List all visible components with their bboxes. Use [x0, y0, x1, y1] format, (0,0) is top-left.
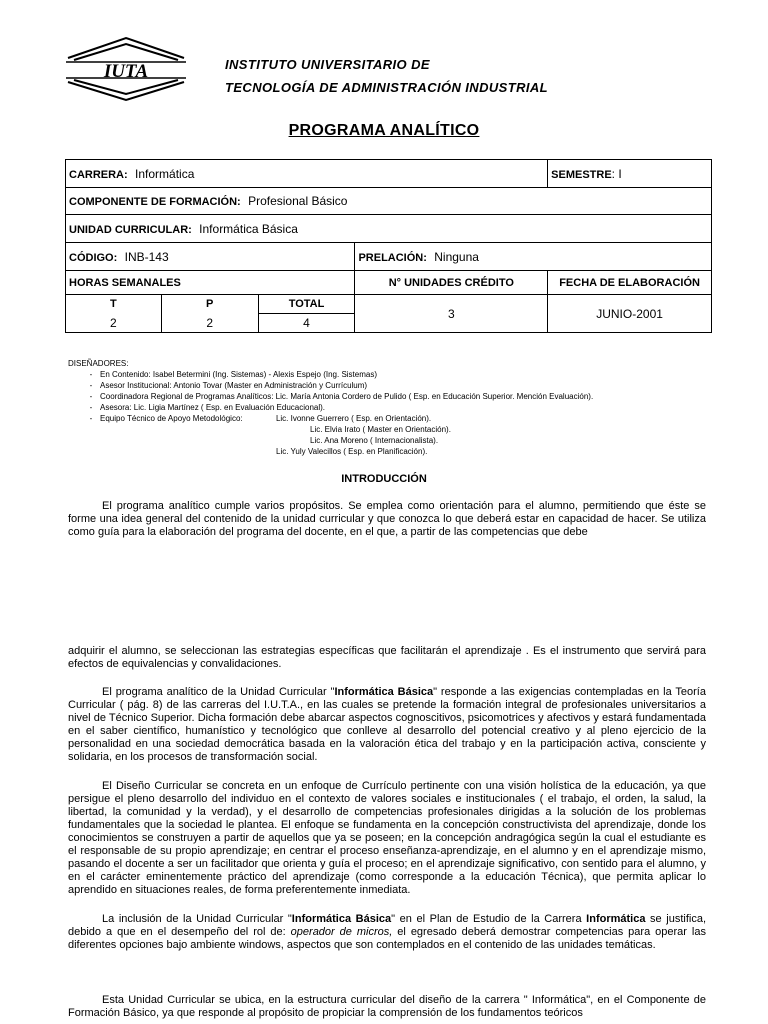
semestre-value: : I	[611, 166, 622, 181]
intro-heading: INTRODUCCIÓN	[341, 473, 427, 485]
semestre-cell	[548, 160, 712, 188]
row-unidad	[66, 215, 712, 243]
prelacion-value: Ninguna	[434, 249, 479, 264]
prelacion-label: PRELACIÓN:	[358, 251, 427, 264]
designer-extra: Lic. Ana Moreno ( Internacionalista).	[310, 436, 439, 445]
paragraph-text: " en el Plan de Estudio de la Carrera	[391, 913, 587, 925]
paragraph-text: adquirir el alumno, se seleccionan las estrategias específicas que facilitarán el aprendizaje . Es el instrumento que servirá para efectos de equivalencias y convalidaciones.	[68, 645, 706, 670]
componente-label: COMPONENTE DE FORMACIÓN:	[69, 196, 241, 208]
paragraph-2	[68, 645, 706, 671]
prelacion-cell	[355, 243, 712, 271]
paragraph-6	[68, 994, 706, 1020]
codigo-label: CÓDIGO:	[69, 251, 118, 264]
paragraph-bold: Informática Básica	[291, 913, 392, 925]
info-table	[65, 159, 712, 333]
designer-item: - En Contenido: Isabel Betermini (Ing. Sistemas) - Alexis Espejo (Ing. Sistemas)	[89, 370, 378, 379]
paragraph-text: el egresado deberá demostrar competencias para operar las diferentes opciones bajo ambiente windows, aspectos que son contemplados en el contenido de las unidades temáticas.	[68, 926, 706, 951]
total-value: 4	[258, 314, 355, 333]
designer-item-text: Asesor Institucional: Antonio Tovar (Master en Administración y Currículum)	[100, 381, 368, 390]
designer-item: - Coordinadora Regional de Programas Analíticos: Lic. María Antonia Cordero de Pulido ( Esp. en Educación Superior. Mención Evaluación).	[89, 392, 594, 401]
creditos-label: N° UNIDADES CRÉDITO	[355, 271, 548, 295]
paragraph-1	[68, 500, 706, 539]
paragraph-bold: Informática	[586, 913, 646, 925]
paragraph-text: El programa analítico de la Unidad Curricular "	[102, 686, 335, 698]
paragraph-4	[68, 780, 706, 897]
designer-item-text: En Contenido: Isabel Betermini (Ing. Sistemas) - Alexis Espejo (Ing. Sistemas)	[100, 370, 378, 379]
designers-title: DISEÑADORES:	[68, 359, 129, 368]
componente-value: Profesional Básico	[248, 194, 348, 208]
designers-block	[68, 358, 748, 457]
paragraph-text: El programa analítico cumple varios propósitos. Se emplea como orientación para el alumno, permitiendo que éste se forme una idea general del contenido de la unidad curricular y que conozca lo que deberá estar en capacidad de hacer. Se utiliza como guía para la elaboración del programa del docente, en el que, a partir de las competencias que debe	[68, 500, 706, 538]
carrera-cell	[66, 160, 548, 188]
paragraph-3	[68, 686, 706, 764]
row-tp-labels	[66, 295, 712, 314]
t-label: T	[66, 295, 162, 314]
logo-text: IUTA	[103, 61, 149, 82]
designer-item: - Equipo Técnico de Apoyo Metodológico: Lic. Ivonne Guerrero ( Esp. en Orientación).	[89, 414, 432, 423]
fecha-value: JUNIO-2001	[548, 295, 712, 333]
row-headers	[66, 271, 712, 295]
designer-item: - Asesora: Lic. Ligia Martínez ( Esp. en Evaluación Educacional).	[89, 403, 326, 412]
paragraph-bold: Informática Básica	[334, 686, 434, 698]
row-carrera	[66, 160, 712, 188]
paragraph-5	[68, 913, 706, 952]
codigo-cell	[66, 243, 355, 271]
paragraph-text: Esta Unidad Curricular se ubica, en la estructura curricular del diseño de la carrera " Informática", en el Componente de Formación Básico, ya que responde al propósito de propiciar la comprensión de los fundamentos teóricos	[68, 994, 706, 1019]
semestre-label: SEMESTRE	[551, 168, 612, 181]
paragraph-text: La inclusión de la Unidad Curricular "	[102, 913, 292, 925]
horas-label: HORAS SEMANALES	[66, 271, 355, 295]
paragraph-text: se justifica, debido a que en el desempeño del rol de:	[68, 913, 706, 938]
designer-extra: Lic. Elvia Irato ( Master en Orientación).	[310, 425, 451, 434]
carrera-label: CARRERA:	[69, 168, 128, 181]
carrera-value: Informática	[135, 166, 195, 181]
paragraph-italic: operador de micros,	[290, 926, 393, 938]
designer-item-text: Coordinadora Regional de Programas Analíticos: Lic. María Antonia Cordero de Pulido ( Esp. en Educación Superior. Mención Evaluación).	[100, 392, 594, 401]
fecha-label: FECHA DE ELABORACIÓN	[548, 271, 712, 295]
paragraph-text: " responde a las exigencias contempladas en la Teoría Curricular ( pág. 8) de las carreras del I.U.T.A., en las cuales se pretende la formación integral de profesionales universitarios a nivel de Técnico Superior. Dicha formación debe abarcar aspectos cognoscitivos, psicomotrices y afectivos y estará fundamentada en el saber científico, humanístico y tecnológico que conlleve al desarrollo del potencial creativo y al pleno ejercicio de la personalidad en una sociedad democrática basada en la valoración ética del trabajo y en la participación activa, consciente y solidaria, en los procesos de transformación social.	[68, 686, 706, 763]
unidad-label: UNIDAD CURRICULAR:	[69, 223, 192, 236]
designer-last: Lic. Yuly Valecillos ( Esp. en Planificación).	[276, 447, 428, 456]
institution-line-1: INSTITUTO UNIVERSITARIO DE	[225, 57, 430, 72]
row-codigo	[66, 243, 712, 271]
paragraph-text: El Diseño Curricular se concreta en un enfoque de Currículo pertinente con una visión holística de la educación, ya que persigue el pleno desarrollo del individuo en el contexto de valores sociales e institucionales ( el trabajo, el orden, la salud, la libertad, la comunidad y la verdad), y el desarrollo de competencias profesionales dirigidas a la solución de los problemas fundamentales que la sociedad le plantea. El enfoque se fundamenta en la concepción constructivista del aprendizaje, donde los conocimientos se construyen a partir de aquellos que ya se poseen; en la concepción andragógica según la cual el estudiante es el responsable de su propio aprendizaje; en centrar el proceso enseñanza-aprendizaje, en el alumno y en el aprendizaje mismo, pasando el docente a ser un facilitador que orienta y guía el proceso; en el aprendizaje significativo, con sentido para el alumno, y en el carácter eminentemente práctico del aprendizaje (como corresponde a la educación Técnica), que permita aplicar lo aprendido en situaciones reales, de forma preferentemente inmediata.	[68, 780, 706, 896]
institution-line-2: TECNOLOGÍA DE ADMINISTRACIÓN INDUSTRIAL	[225, 80, 549, 95]
total-label: TOTAL	[258, 295, 355, 314]
designer-item-text: Asesora: Lic. Ligia Martínez ( Esp. en Evaluación Educacional).	[100, 403, 326, 412]
creditos-value: 3	[355, 295, 548, 333]
p-label: P	[161, 295, 258, 314]
iuta-logo	[64, 36, 188, 102]
designer-item-text: Equipo Técnico de Apoyo Metodológico: Lic. Ivonne Guerrero ( Esp. en Orientación).	[100, 414, 432, 423]
p-value: 2	[161, 314, 258, 333]
codigo-value: INB-143	[124, 249, 169, 264]
row-componente	[66, 188, 712, 215]
designer-item: - Asesor Institucional: Antonio Tovar (Master en Administración y Currículum)	[89, 381, 368, 390]
t-value: 2	[66, 314, 162, 333]
page-title: PROGRAMA ANALÍTICO	[288, 122, 480, 139]
unidad-value: Informática Básica	[199, 221, 298, 236]
componente-cell	[66, 188, 712, 215]
unidad-cell	[66, 215, 712, 243]
